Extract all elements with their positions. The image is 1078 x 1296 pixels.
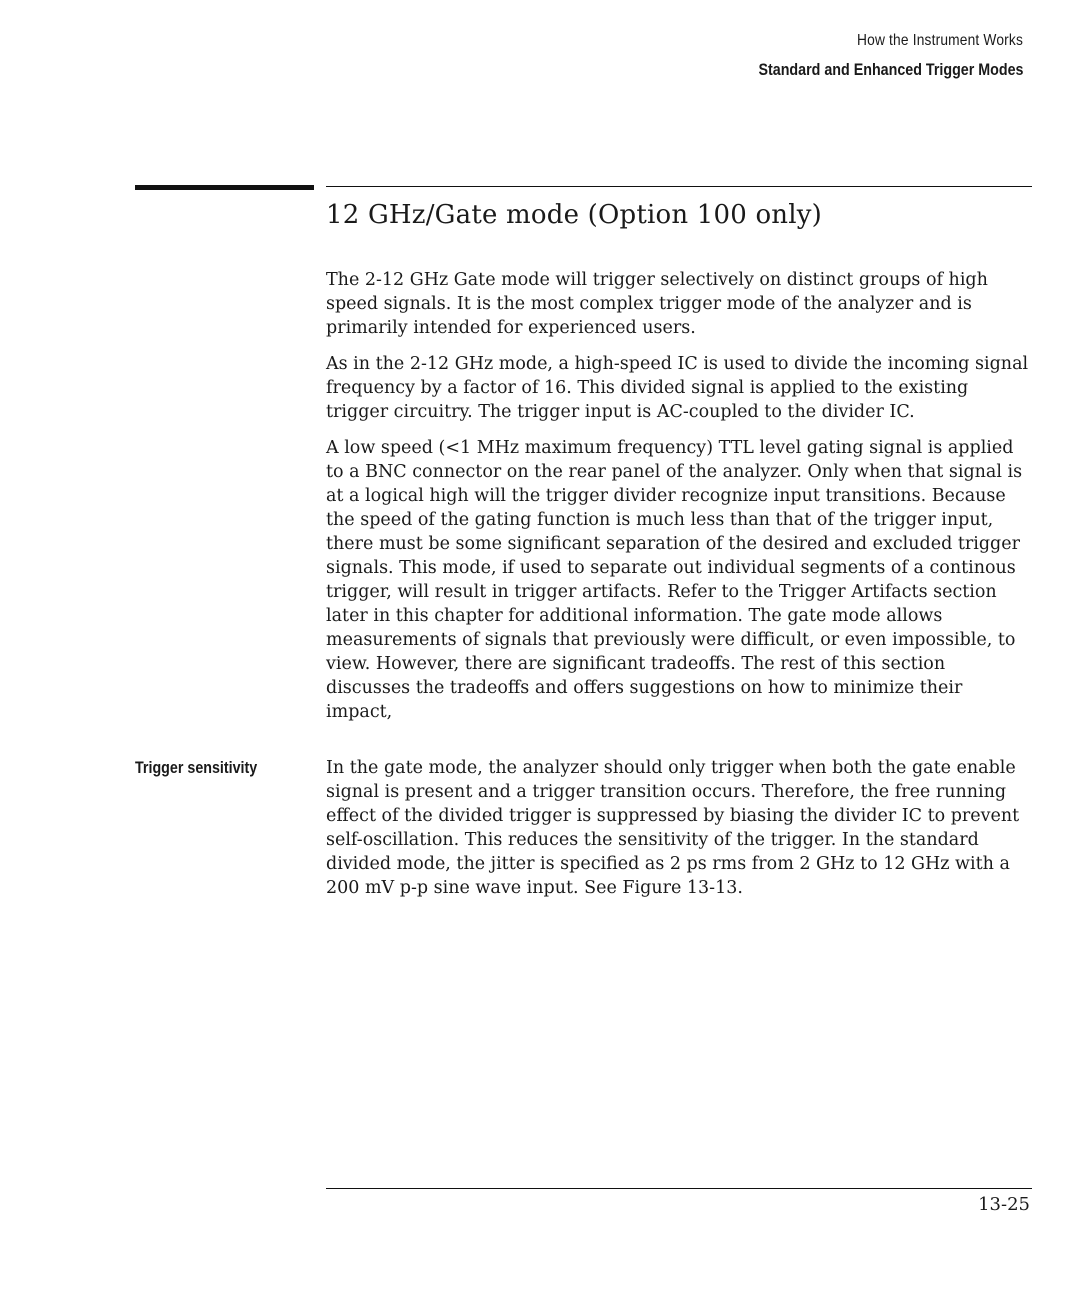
paragraph-intro: The 2-12 GHz Gate mode will trigger selectively on distinct groups of high speed signals. It is the most complex trigger mode of the analyzer and is primarily intended for experienced users. bbox=[326, 270, 988, 338]
running-header-chapter: How the Instrument Works bbox=[857, 32, 1023, 49]
section-rule-thick bbox=[135, 185, 314, 190]
footer-rule bbox=[326, 1188, 1032, 1189]
paragraph-gating: A low speed (<1 MHz maximum frequency) TTL level gating signal is applied to a BNC connector on the rear panel of the analyzer. Only when that signal is at a logical high will the trigger divider recognize input transitions. Because the speed of the gating function is much less than that of the trigger input, there must be some significant separation of the desired and excluded trigger signals. This mode, if used to separate out individual segments of a continous trigger, will result in trigger artifacts. Refer to the Trigger Artifacts section later in this chapter for additional information. The gate mode allows measurements of signals that previously were difficult, or even impossible, to view. However, there are significant tradeoffs. The rest of this section discusses the tradeoffs and offers suggestions on how to minimize their impact, bbox=[326, 438, 1023, 722]
trigger-sensitivity-label: Trigger sensitivity bbox=[135, 758, 258, 777]
paragraph-divider: As in the 2-12 GHz mode, a high-speed IC is used to divide the incoming signal frequency by a factor of 16. This divided signal is applied to the existing trigger circuitry. The trigger input is AC-coupled to the divider IC. bbox=[326, 354, 1029, 422]
section-title: 12 GHz/Gate mode (Option 100 only) bbox=[326, 200, 822, 230]
paragraph-trigger-sensitivity: In the gate mode, the analyzer should only trigger when both the gate enable signal is present and a trigger transition occurs. Therefore, the free running effect of the divided trigger is suppressed by biasing the divider IC to prevent self-oscillation. This reduces the sensitivity of the trigger. In the standard divided mode, the jitter is specified as 2 ps rms from 2 GHz to 12 GHz with a 200 mV p-p sine wave input. See Figure 13-13. bbox=[326, 758, 1020, 898]
page-number: 13-25 bbox=[978, 1194, 1030, 1215]
section-rule-thin bbox=[326, 186, 1032, 187]
running-header-section: Standard and Enhanced Trigger Modes bbox=[757, 60, 1023, 79]
